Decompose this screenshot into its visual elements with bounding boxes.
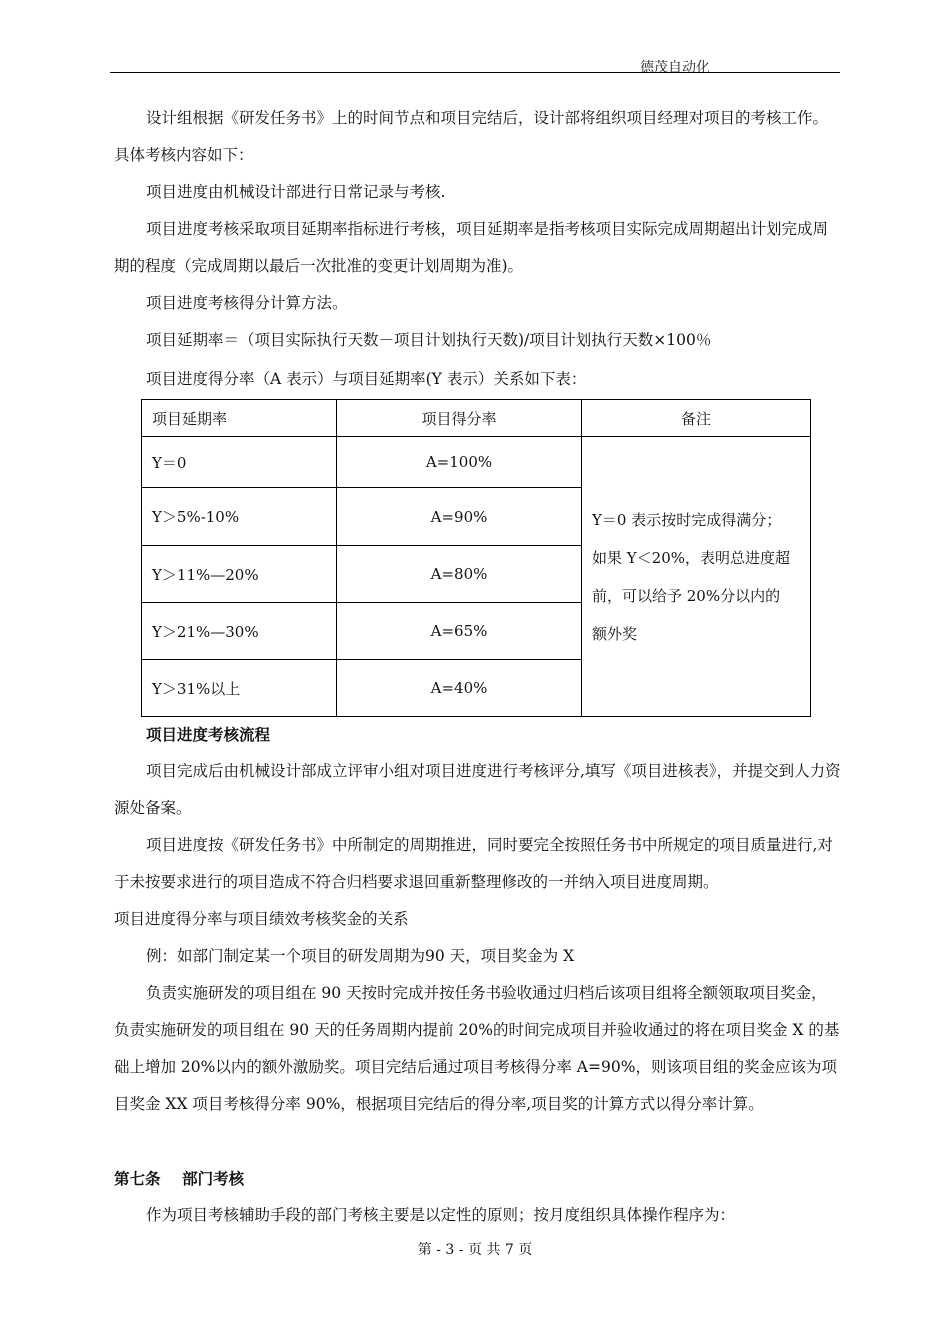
- score-cell: A=100%: [337, 437, 582, 488]
- paragraph-table-intro: 项目进度得分率（A 表示）与项目延期率(Y 表示）关系如下表：: [146, 370, 587, 388]
- note-line: 前，可以给予 20%分以内的: [592, 586, 781, 605]
- paragraph-progress-record: 项目进度由机械设计部进行日常记录与考核.: [146, 183, 446, 201]
- header-note: 备注: [582, 400, 811, 437]
- score-cell: A=90%: [337, 488, 582, 546]
- delay-cell: Y＞31%以上: [142, 660, 337, 717]
- paragraph-flow-cycle: 项目进度按《研发任务书》中所制定的周期推进，同时要完全按照任务书中所规定的项目质量进行,对于未按要求进行的项目造成不符合归档要求退回重新整理修改的一并纳入项目进度周期。: [114, 836, 833, 891]
- note-cell: [582, 437, 811, 717]
- paragraph-formula: 项目延期率＝（项目实际执行天数－项目计划执行天数)/项目计划执行天数×100％: [146, 331, 712, 349]
- note-line: 如果 Y＜20%，表明总进度超: [592, 548, 791, 567]
- paragraph-delay-rate-definition: 项目进度考核采取项目延期率指标进行考核，项目延期率是指考核项目实际完成周期超出计划完成周期的程度（完成周期以最后一次批准的变更计划周期为准)。: [114, 220, 829, 275]
- paragraph-bonus-example: 例：如部门制定某一个项目的研发周期为90 天，项目奖金为 X: [146, 947, 575, 965]
- header-company: 德茂自动化: [640, 60, 710, 76]
- table-row: [142, 437, 811, 488]
- delay-cell: Y＞5%-10%: [142, 488, 337, 546]
- paragraph-flow-review: 项目完成后由机械设计部成立评审小组对项目进度进行考核评分,填写《项目进核表》，并提交到人力资源处备案。: [114, 762, 841, 817]
- header-delay-rate: 项目延期率: [142, 400, 337, 437]
- note-line: 额外奖: [592, 624, 638, 643]
- delay-cell: Y＝0: [142, 437, 337, 488]
- note-line: Y＝0 表示按时完成得满分；: [592, 510, 782, 529]
- article7-title: 第七条 部门考核: [114, 1169, 245, 1188]
- score-cell: A=80%: [337, 546, 582, 603]
- header-score-rate: 项目得分率: [337, 400, 582, 437]
- score-cell: A=65%: [337, 603, 582, 660]
- page-footer: 第 - 3 - 页 共 7 页: [417, 1242, 533, 1258]
- table-header-row: [142, 400, 811, 437]
- score-cell: A=40%: [337, 660, 582, 717]
- paragraph-article7-intro: 作为项目考核辅助手段的部门考核主要是以定性的原则；按月度组织具体操作程序为：: [146, 1206, 736, 1224]
- delay-cell: Y＞21%—30%: [142, 603, 337, 660]
- delay-cell: Y＞11%—20%: [142, 546, 337, 603]
- section-bonus-title: 项目进度得分率与项目绩效考核奖金的关系: [114, 910, 409, 928]
- paragraph-calc-method: 项目进度考核得分计算方法。: [146, 294, 348, 312]
- score-table: [141, 399, 811, 717]
- header-rule: [110, 72, 840, 73]
- paragraph-bonus-detail: 负责实施研发的项目组在 90 天按时完成并按任务书验收通过归档后该项目组将全额领取项目奖金，负责实施研发的项目组在 90 天的任务周期内提前 20%的时间完成项目并验收通过的将在项目奖金 X 的基础上增加 20%以内的额外激励奖。项目完结后通过项目考核得分率 A=90%，则该项目组的奖金应该为项目奖金 XX 项目考核得分率 90%，根据项目完结后的得分率,项目奖的计算方式以得分率计算。: [114, 984, 840, 1113]
- paragraph-intro: 设计组根据《研发任务书》上的时间节点和项目完结后，设计部将组织项目经理对项目的考核工作。具体考核内容如下：: [114, 109, 829, 164]
- section-flow-title: 项目进度考核流程: [146, 725, 271, 744]
